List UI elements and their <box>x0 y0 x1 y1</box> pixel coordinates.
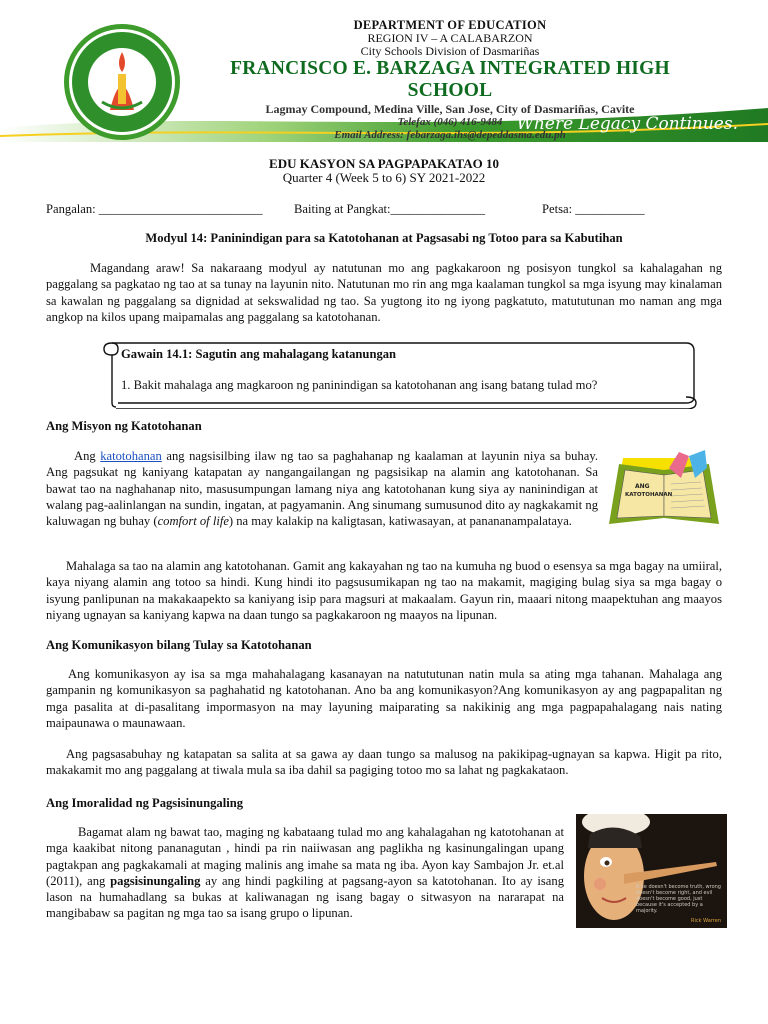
katotohanan-link[interactable]: katotohanan <box>100 449 162 463</box>
school-telefax: Telefax (046) 416-9484 <box>397 116 503 128</box>
division-name: City Schools Division of Dasmariñas <box>360 44 540 58</box>
school-seal-logo <box>62 22 182 142</box>
section-heading-imoralidad: Ang Imoralidad ng Pagsisinungaling <box>46 796 244 810</box>
activity-question: 1. Bakit mahalaga ang magkaroon ng paninindigan sa katotohanan ang isang batang tulad mo? <box>121 378 598 392</box>
school-header <box>0 0 768 145</box>
pinocchio-quote-author: Rick Warren <box>691 918 721 924</box>
book-label-katotohanan: KATOTOHANAN <box>625 492 673 498</box>
quarter-line: Quarter 4 (Week 5 to 6) SY 2021-2022 <box>282 170 486 185</box>
imoralidad-paragraph: Bagamat alam ng bawat tao, maging ng kabataang tulad mo ang kahalagahan ng katotohanan at mga kaakibat nitong pananagutan , hindi pa rin naiiwasan ang paglikha ng kasinungalingan upang pagtakpan ang pagkakamali at maging malinis ang imahe sa mata ng iba. Ayon kay Sambajon Jr. et.al (2011), ang pagsisinungaling ay ang hindi pagkiling at pagsang-ayon sa katotohanan. Ito ay isang lason na humahadlang sa bukas at kaliwanagan ng isang bagay o sitwasyon na nararapat na mangibabaw sa pagitan ng mga tao sa isang grupo o lipunan. <box>46 825 564 921</box>
section-heading-misyon: Ang Misyon ng Katotohanan <box>46 419 202 433</box>
module-title: Modyul 14: Paninindigan para sa Katotohanan at Pagsasabi ng Totoo para sa Kabutihan <box>145 231 623 245</box>
misyon-paragraph-2: Mahalaga sa tao na alamin ang katotohanan. Gamit ang kakayahan ng tao na kumuha ng buod o esensya sa mga bagay na umiiral, kaya niyang alamin ang totoo sa hindi. Kung hindi ito pagsusumikapan ng tao na makamit, magiging bulag siya sa mga bagay o isyung panlipunan na makakaapekto sa kaniyang isip para magsuri at makaalam. Gayun rin, maaari nitong maapektuhan ang maayos niyang ugnayan sa kaniyang kapwa na daan tungo sa pagkakaroon ng maayos na lipunan. <box>46 559 722 622</box>
activity-title: Gawain 14.1: Sagutin ang mahalagang katanungan <box>121 347 397 361</box>
komunikasyon-paragraph-1: Ang komunikasyon ay isa sa mga mahahalagang kasanayan na natututunan natin mula sa ating mga tahanan. Mahalaga ang gampanin ng komunikasyon sa paghahatid ng katotohanan. Ano ba ang komunikasyon?Ang komunikasyon ay ang pagpapalitan ng mga pasalita at di-pasalitang impormasyon na may layuning maiparating sa nakikinig ang mga pagpapahalagang nais nating maipaunawa o maunawaan. <box>46 667 722 730</box>
komunikasyon-paragraph-2: Ang pagsasabuhay ng katapatan sa salita at sa gawa ay daan tungo sa malusog na pakikipag-ugnayan sa kapwa. Higit pa rito, makakamit mo ang paggalang at tiwala mula sa iba dahil sa pagiging totoo mo sa lahat ng pagkakataon. <box>46 747 722 778</box>
subject-title: EDU KASYON SA PAGPAPAKATAO 10 <box>269 156 499 171</box>
school-email: Email Address: febarzaga.ihs@depeddasma.edu.ph <box>334 129 566 141</box>
school-motto: Where Legacy Continues. <box>516 114 738 134</box>
school-name: FRANCISCO E. BARZAGA INTEGRATED HIGH SCHOOL <box>230 58 670 101</box>
katotohanan-book-image <box>609 448 719 528</box>
school-address: Lagmay Compound, Medina Ville, San Jose, City of Dasmariñas, Cavite <box>265 102 635 116</box>
grade-section-field[interactable]: Baiting at Pangkat:_______________ <box>294 202 485 216</box>
department-name: DEPARTMENT OF EDUCATION <box>353 18 547 32</box>
pinocchio-quote-image <box>576 814 727 928</box>
book-label-ang: ANG <box>635 483 650 490</box>
intro-paragraph: Magandang araw! Sa nakaraang modyul ay natutunan mo ang pagkakaroon ng posisyon tungkol sa kahalagahan ng paggalang sa pagkatao ng tao at sa tunay na layunin nito. Natutunan mo rin ang mga kaalaman tungkol sa mga isyung may kinalaman sa kawalan ng paggalang sa dignidad at sekswalidad ng tao. Sa yugtong ito ng iyong pagkatuto, matututunan mo naman ang mga angkop na kilos upang maipamalas ang paggalang sa katotohanan. <box>46 261 722 324</box>
header-text <box>190 18 710 142</box>
date-field[interactable]: Petsa: ___________ <box>542 202 645 216</box>
section-heading-komunikasyon: Ang Komunikasyon bilang Tulay sa Katotohanan <box>46 638 312 652</box>
pinocchio-quote-text: A lie doesn't become truth, wrong doesn't become right, and evil doesn't become good, just because it's accepted by a majority. <box>636 884 721 914</box>
name-field[interactable]: Pangalan: __________________________ <box>46 202 263 216</box>
region-name: REGION IV – A CALABARZON <box>367 31 533 45</box>
misyon-paragraph-1: Ang katotohanan ang nagsisilbing ilaw ng tao sa paghahanap ng kaalaman at layunin niya sa buhay. Ang pagsukat ng kaniyang katapatan ay nangangailangan ng pagsisikap na alamin ang katotohanan. Sa bawat tao na naghahanap nito, masusumpungan lamang niya ang katotohanan kung siya ay naninindigan at walang pag-aalinlangan na sundin, ingatan, at pagyamanin. Ang sinumang sumusunod dito ay nagkakamit ng kaluwagan ng buhay (comfort of life) na may kalakip na kaligtasan, katiwasayan, at panananampalataya. <box>46 449 598 529</box>
